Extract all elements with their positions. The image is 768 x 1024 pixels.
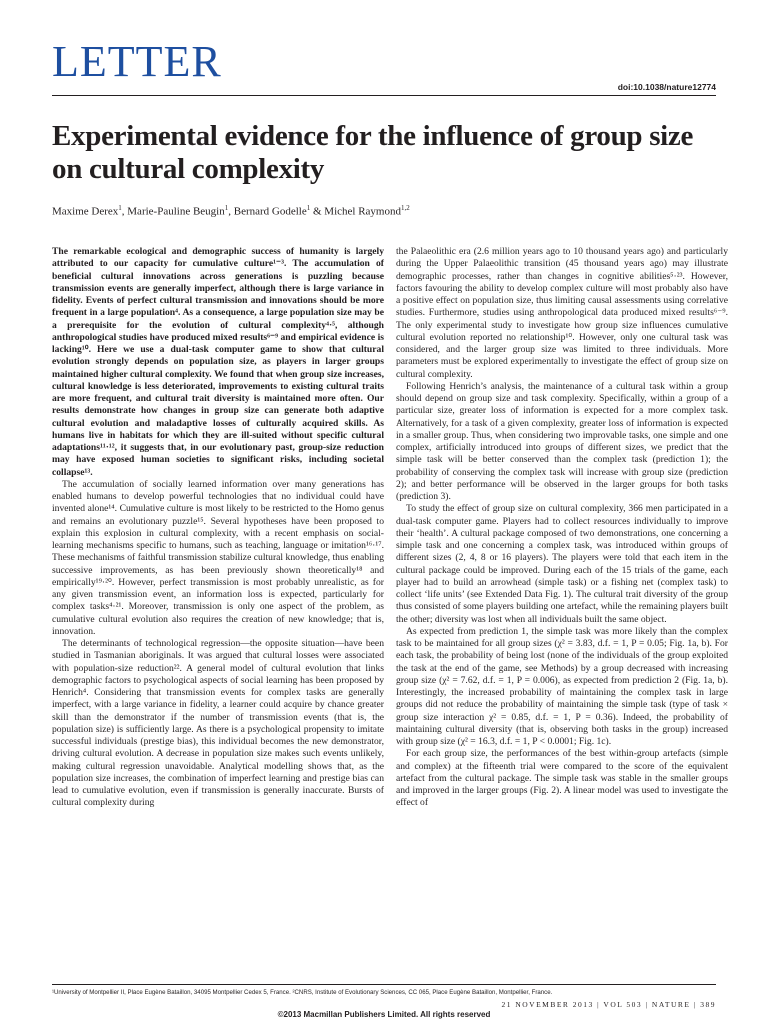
- author-name[interactable]: Marie-Pauline Beugin: [127, 205, 225, 218]
- body-paragraph: To study the effect of group size on cultural complexity, 366 men participated in a dual-task computer game. Players had to collect resources individually to improve their ‘health’. A cultural package composed of two demonstrations, one concerning a simple task and one concerning a complex task, was introduced within groups of different sizes (2, 4, 8 or 16 players). The players were told that each item in the cultural package could be improved. During each of the 15 trials of the game, each player had to build an arrowhead (simple task) or a fishing net (complex task) to collect ‘life units’ (see Extended Data Fig. 1). The cultural trait diversity of the group thus consisted of some players building one artefact, while the remaining players built the other; diversity was lost when all individuals built the same object.: [396, 503, 728, 625]
- body-column-left: [52, 246, 384, 810]
- author-list: [52, 204, 410, 218]
- body-paragraph: Following Henrich’s analysis, the maintenance of a cultural task within a group should depend on group size and task complexity. Specifically, within a group of a particular size, greater loss of information is expected for a more complex task. Alternatively, for a task of a given complexity, greater loss of information is expected in a smaller group. Thus, when considering two improvable tasks, one simple and one complex, artificially introduced into groups of different sizes, we predict that the simple task will be better conserved than the complex task (prediction 1); the probability of conserving the complex task will increase with group size (prediction 2); and better performance will be observed in the larger groups for both tasks (prediction 3).: [396, 380, 728, 502]
- author-separator: ,: [121, 205, 128, 218]
- author-affiliation: 1: [118, 204, 122, 212]
- header-rule: [52, 95, 716, 96]
- author-affiliation: 1: [306, 204, 311, 212]
- section-label: LETTER: [52, 37, 222, 86]
- doi-link[interactable]: doi:10.1038/nature12774: [617, 82, 716, 92]
- body-paragraph: The determinants of technological regression—the opposite situation—have been studied in Tasmanian aboriginals. It was argued that cultural losses were associated with population-size reduction²². A general model of cultural evolution that links demographic factors to psychological aspects of social learning has been proposed by Henrich⁴. Considering that transmission events for complex tasks are generally imperfect, with a large variance in fidelity, a learner could acquire by chance greater skill than the demonstrator if the number of transmission events (that is, the population size) is sufficiently large. As there is a psychological propensity to imitate successful individuals (prestige bias), this individual becomes the new demonstrator, driving cultural evolution. A decrease in population size makes such events unlikely, making cultural regression unavoidable. Analytical modelling shows that, as the population size increases, the combination of imperfect learning and prestige bias can lead to cumulative evolution, even if transmission is generally inaccurate. Bursts of cultural complexity during: [52, 638, 384, 809]
- copyright-notice: ©2013 Macmillan Publishers Limited. All rights reserved: [277, 1010, 491, 1019]
- author-separator: ,: [228, 205, 234, 218]
- footnote-rule: [52, 984, 716, 985]
- body-paragraph: the Palaeolithic era (2.6 million years ago to 10 thousand years ago) and particularly during the Upper Palaeolithic transition (45 thousand years ago) may illustrate demographic processes, rather than changes in cognitive abilities⁵·²³. However, factors favouring the ability to develop complex culture will most probably also have a positive effect on population size, thus limiting causal assessments using correlative studies. Furthermore, studies using anthropological data produced mixed results⁶⁻⁹. The only experimental study to investigate how group size influences cumulative cultural evolution reported no relationship¹⁰. However, only one cultural task was considered, and the larger group size was limited to three individuals. More parameters must be explored experimentally to investigate the effect of group size on cultural complexity.: [396, 246, 728, 380]
- author-name[interactable]: Maxime Derex: [52, 205, 119, 218]
- affiliations-footnote: ¹University of Montpellier II, Place Eugène Bataillon, 34095 Montpellier Cedex 5, France. ²CNRS, Institute of Evolutionary Sciences, CC 065, Place Eugène Bataillon, Montpellier, France.: [52, 989, 553, 996]
- author-affiliation: 1: [224, 204, 229, 212]
- author-name[interactable]: Michel Raymond: [324, 205, 401, 218]
- author-separator: &: [310, 205, 325, 218]
- body-paragraph: For each group size, the performances of the best within-group artefacts (simple and complex) at the fifteenth trial were compared to the score of the equivalent artefact from the cultural package. The simple task was stable in the smaller groups and improved in the larger groups (Fig. 2). A linear model was used to investigate the effect of: [396, 748, 728, 809]
- abstract-paragraph: The remarkable ecological and demographic success of humanity is largely attributed to our capacity for cumulative culture¹⁻³. The accumulation of beneficial cultural innovations across generations is puzzling because transmission events are generally imperfect, although there is large variance in fidelity. Events of perfect cultural transmission and innovations should be more frequent in a large population⁴. As a consequence, a large population size may be a prerequisite for the evolution of cultural complexity⁴·⁵, although anthropological studies have produced mixed results⁶⁻⁹ and empirical evidence is lacking¹⁰. Here we use a dual-task computer game to show that cultural evolution strongly depends on population size, as players in larger groups maintained higher cultural complexity. We found that when group size increases, cultural knowledge is less deteriorated, improvements to existing cultural traits are more frequent, and cultural trait diversity is maintained more often. Our results demonstrate how changes in group size can generate both adaptive cultural evolution and maladaptive losses of culturally acquired skills. As humans live in habitats for which they are ill-suited without specific cultural adaptations¹¹·¹², it suggests that, in our evolutionary past, group-size reduction may have exposed human societies to significant risks, including societal collapse¹³.: [52, 246, 384, 478]
- author-name[interactable]: Bernard Godelle: [233, 205, 307, 218]
- body-paragraph: The accumulation of socially learned information over many generations has enabled humans to develop powerful technologies that no individual could have invented alone¹⁴. Cumulative culture is most likely to be restricted to the Homo genus and remains an evolutionary puzzle¹⁵. Several hypotheses have been proposed to explain this explosion in cultural complexity, with a recent emphasis on social-learning mechanisms specific to humans, such as teaching, language or imitation¹⁶·¹⁷. These mechanisms of faithful transmission stabilize cultural knowledge, thus enabling successive improvements, as has been previously shown theoretically¹⁸ and empirically¹⁹·²⁰. However, perfect transmission is most probably unrealistic, as for any given transmission event, an information loss is expected, particularly for complex tasks⁴·²¹. Moreover, transmission is only one aspect of the problem, as cumulative cultural evolution also requires the creation of new knowledge; that is, innovation.: [52, 478, 384, 637]
- body-paragraph: As expected from prediction 1, the simple task was more likely than the complex task to be maintained for all group sizes (χ² = 3.83, d.f. = 1, P = 0.05; Fig. 1a, b). For each task, the probability of being lost (none of the individuals of the group exploited the task at the end of the game, see Methods) by a group decreased with increasing group size (χ² = 7.62, d.f. = 1, P = 0.006), as expected from prediction 2 (Fig. 1a, b). Interestingly, the increased probability of maintaining the complex task in large groups did not reduce the probability of maintaining the simple task (type of task × group size interaction χ² = 0.85, d.f. = 1, P = 0.36). Indeed, the probability of maintaining cultural diversity (that is, observing both tasks in the group) increased with group size (χ² = 16.3, d.f. = 1, P < 0.0001; Fig. 1c).: [396, 625, 728, 747]
- article-title: Experimental evidence for the influence of group size on cultural complexity: [52, 120, 694, 185]
- body-column-right: [396, 246, 728, 810]
- page-folio: 21 NOVEMBER 2013 | VOL 503 | NATURE | 389: [501, 1000, 716, 1009]
- author-affiliation: 1,2: [400, 204, 410, 212]
